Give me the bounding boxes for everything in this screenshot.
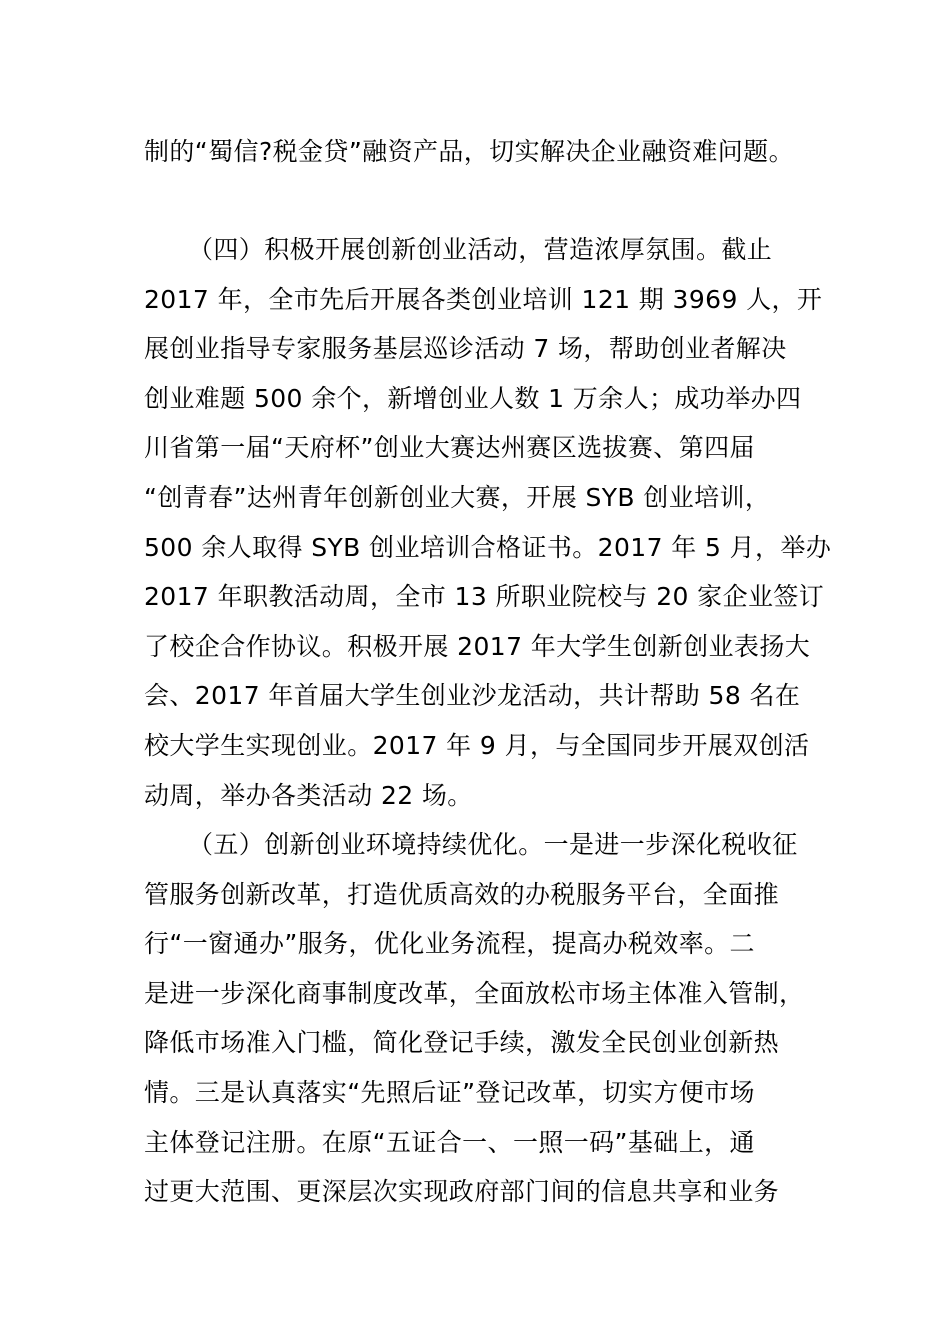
text-line: 会、2017 年首届大学生创业沙龙活动，共计帮助 58 名在: [144, 681, 801, 711]
text-line: 川省第一届“天府杯”创业大赛达州赛区选拔赛、第四届: [144, 433, 755, 463]
text-line: 是进一步深化商事制度改革，全面放松市场主体准入管制，: [144, 978, 805, 1008]
text-line: 2017 年，全市先后开展各类创业培训 121 期 3969 人，开: [144, 284, 823, 314]
text-line: 了校企合作协议。积极开展 2017 年大学生创新创业表扬大: [144, 631, 811, 661]
text-line: 情。三是认真落实“先照后证”登记改革，切实方便市场: [144, 1077, 755, 1107]
text-line: 主体登记注册。在原“五证合一、一照一码”基础上，通: [144, 1127, 755, 1157]
text-line: （四）积极开展创新创业活动，营造浓厚氛围。截止: [188, 235, 773, 264]
text-line: 过更大范围、更深层次实现政府部门间的信息共享和业务: [144, 1177, 780, 1207]
text-line: （五）创新创业环境持续优化。一是进一步深化税收征: [188, 830, 798, 859]
text-line: 2017 年职教活动周，全市 13 所职业院校与 20 家企业签订: [144, 582, 825, 612]
fragment-paragraph: [144, 127, 814, 177]
text-line: 500 余人取得 SYB 创业培训合格证书。2017 年 5 月，举办: [144, 532, 832, 562]
text-line: 行“一窗通办”服务，优化业务流程，提高办税效率。二: [144, 929, 755, 959]
text-line: 动周，举办各类活动 22 场。: [144, 780, 473, 810]
text-line: 创业难题 500 余个，新增创业人数 1 万余人；成功举办四: [144, 383, 802, 413]
text-line: 校大学生实现创业。2017 年 9 月，与全国同步开展双创活: [144, 730, 810, 760]
text-line: “创青春”达州青年创新创业大赛，开展 SYB 创业培训，: [144, 482, 771, 512]
text-line: 展创业指导专家服务基层巡诊活动 7 场，帮助创业者解决: [144, 334, 787, 364]
text-line: 制的“蜀信?税金贷”融资产品，切实解决企业融资难问题。: [144, 137, 794, 166]
paragraph-5: [144, 820, 814, 1217]
paragraph-4: [144, 225, 832, 820]
text-line: 降低市场准入门槛，简化登记手续，激发全民创业创新热: [144, 1028, 780, 1058]
text-line: 管服务创新改革，打造优质高效的办税服务平台，全面推: [144, 879, 780, 909]
